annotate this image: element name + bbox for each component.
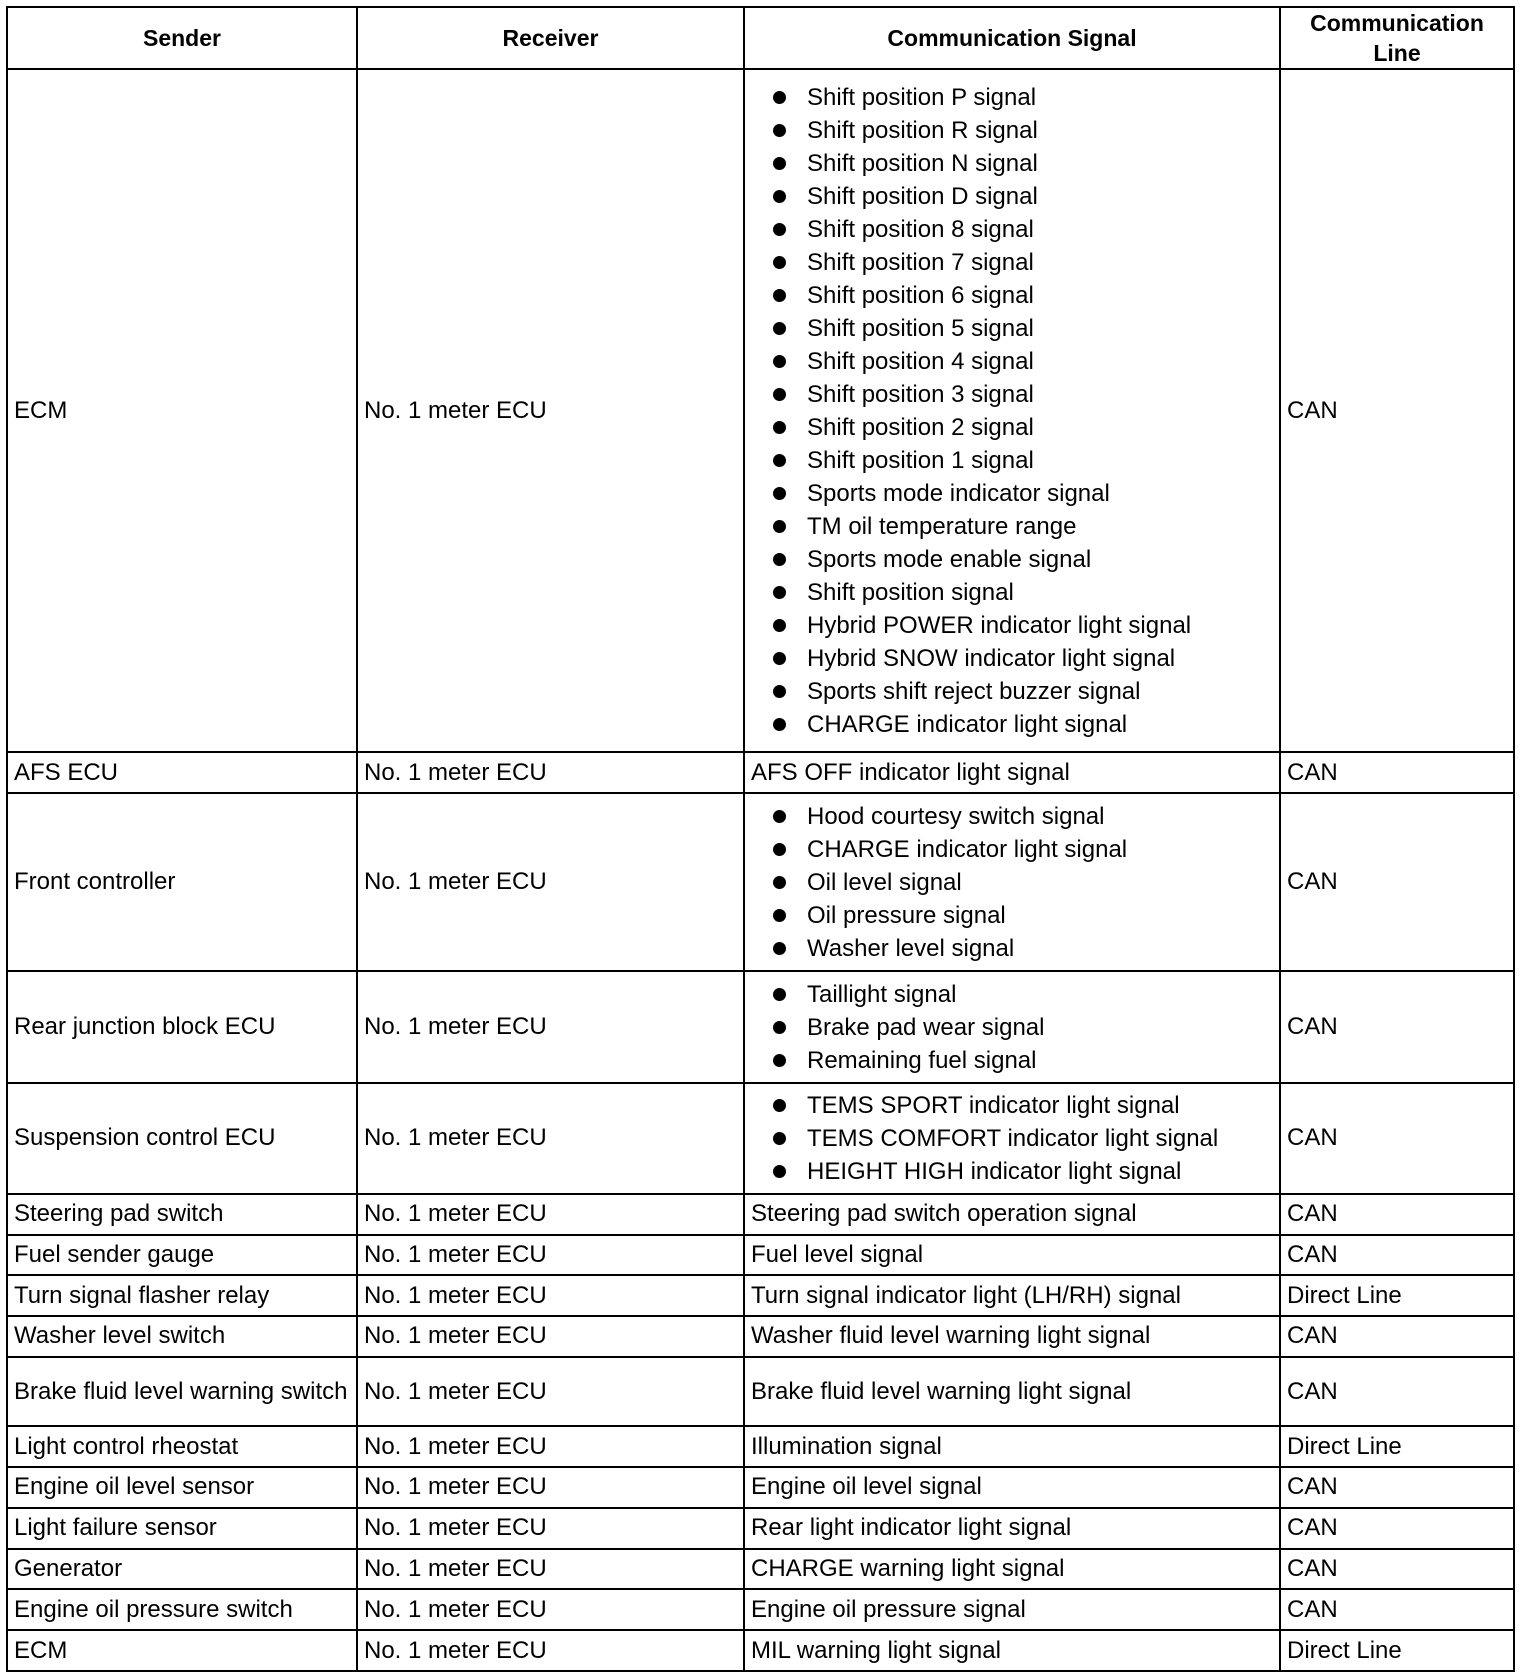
table-row <box>7 69 1514 752</box>
table-row <box>7 971 1514 1082</box>
communication-line-cell: CAN <box>1280 1467 1514 1508</box>
bullet-icon <box>773 388 786 401</box>
sender-cell: Engine oil level sensor <box>7 1467 357 1508</box>
sender-cell: Light failure sensor <box>7 1508 357 1549</box>
communication-line-cell: CAN <box>1280 1357 1514 1426</box>
table-header <box>7 7 1514 69</box>
receiver-cell: No. 1 meter ECU <box>357 1235 744 1276</box>
signal-text: HEIGHT HIGH indicator light signal <box>807 1157 1182 1185</box>
signal-list-item <box>773 312 1273 345</box>
receiver-cell: No. 1 meter ECU <box>357 1467 744 1508</box>
signal-list <box>751 796 1273 969</box>
signal-list <box>751 974 1273 1081</box>
table-row <box>7 1275 1514 1316</box>
bullet-icon <box>773 454 786 467</box>
signal-text: Washer level signal <box>807 934 1015 962</box>
communication-line-cell: CAN <box>1280 793 1514 971</box>
table-row <box>7 1630 1514 1671</box>
bullet-icon <box>773 1132 786 1145</box>
bullet-icon <box>773 1165 786 1178</box>
bullet-icon <box>773 909 786 922</box>
signal-list-item <box>773 1089 1273 1122</box>
bullet-icon <box>773 876 786 889</box>
receiver-cell: No. 1 meter ECU <box>357 1549 744 1590</box>
table-row <box>7 1508 1514 1549</box>
receiver-cell: No. 1 meter ECU <box>357 1630 744 1671</box>
sender-cell: Suspension control ECU <box>7 1083 357 1194</box>
signal-list-item <box>773 833 1273 866</box>
signal-list-item <box>773 642 1273 675</box>
header-row <box>7 7 1514 69</box>
signal-cell: Engine oil pressure signal <box>744 1589 1280 1630</box>
signal-text: Taillight signal <box>807 980 957 1008</box>
header-communication-line: Communication Line <box>1280 7 1514 69</box>
bullet-icon <box>773 487 786 500</box>
signal-text: Shift position 3 signal <box>807 380 1034 408</box>
signal-text: Brake pad wear signal <box>807 1013 1045 1041</box>
signal-cell <box>744 793 1280 971</box>
communication-line-cell: Direct Line <box>1280 1630 1514 1671</box>
signal-text: CHARGE indicator light signal <box>807 835 1128 863</box>
signal-list-item <box>773 411 1273 444</box>
signal-text: Shift position P signal <box>807 83 1037 111</box>
signal-list <box>751 1085 1273 1192</box>
signal-list-item <box>773 609 1273 642</box>
header-communication-signal: Communication Signal <box>744 7 1280 69</box>
receiver-cell: No. 1 meter ECU <box>357 1589 744 1630</box>
signal-text: Shift position D signal <box>807 182 1038 210</box>
signal-list-item <box>773 180 1273 213</box>
bullet-icon <box>773 942 786 955</box>
bullet-icon <box>773 553 786 566</box>
sender-cell: Engine oil pressure switch <box>7 1589 357 1630</box>
signal-cell: Engine oil level signal <box>744 1467 1280 1508</box>
bullet-icon <box>773 157 786 170</box>
bullet-icon <box>773 520 786 533</box>
header-receiver: Receiver <box>357 7 744 69</box>
receiver-cell: No. 1 meter ECU <box>357 971 744 1082</box>
signal-list-item <box>773 708 1273 741</box>
signal-text: TEMS SPORT indicator light signal <box>807 1091 1180 1119</box>
table-row <box>7 1589 1514 1630</box>
bullet-icon <box>773 289 786 302</box>
table-row <box>7 1549 1514 1590</box>
communication-line-cell: CAN <box>1280 1083 1514 1194</box>
bullet-icon <box>773 124 786 137</box>
table-row <box>7 1316 1514 1357</box>
signal-text: Sports shift reject buzzer signal <box>807 677 1141 705</box>
signal-text: Shift position N signal <box>807 149 1038 177</box>
signal-list-item <box>773 800 1273 833</box>
communication-line-cell: CAN <box>1280 1589 1514 1630</box>
communication-line-cell: CAN <box>1280 971 1514 1082</box>
signal-list-item <box>773 477 1273 510</box>
sender-cell: Turn signal flasher relay <box>7 1275 357 1316</box>
receiver-cell: No. 1 meter ECU <box>357 1275 744 1316</box>
table-row <box>7 1083 1514 1194</box>
receiver-cell: No. 1 meter ECU <box>357 1194 744 1235</box>
signal-list-item <box>773 543 1273 576</box>
header-sender: Sender <box>7 7 357 69</box>
signal-list <box>751 77 1273 745</box>
signal-list-item <box>773 147 1273 180</box>
signal-cell: Fuel level signal <box>744 1235 1280 1276</box>
signal-text: Shift position 2 signal <box>807 413 1034 441</box>
signal-list-item <box>773 345 1273 378</box>
table-row <box>7 752 1514 793</box>
signal-list-item <box>773 866 1273 899</box>
receiver-cell: No. 1 meter ECU <box>357 1426 744 1467</box>
bullet-icon <box>773 1021 786 1034</box>
bullet-icon <box>773 810 786 823</box>
signal-list-item <box>773 81 1273 114</box>
table-row <box>7 1357 1514 1426</box>
receiver-cell: No. 1 meter ECU <box>357 69 744 752</box>
signal-cell <box>744 69 1280 752</box>
bullet-icon <box>773 1054 786 1067</box>
table-row <box>7 1194 1514 1235</box>
signal-text: Shift position 4 signal <box>807 347 1034 375</box>
signal-text: Shift position signal <box>807 578 1014 606</box>
bullet-icon <box>773 1099 786 1112</box>
communication-line-cell: CAN <box>1280 69 1514 752</box>
receiver-cell: No. 1 meter ECU <box>357 1357 744 1426</box>
signal-cell: Washer fluid level warning light signal <box>744 1316 1280 1357</box>
communication-line-cell: Direct Line <box>1280 1426 1514 1467</box>
sender-cell: Light control rheostat <box>7 1426 357 1467</box>
signal-text: TM oil temperature range <box>807 512 1077 540</box>
bullet-icon <box>773 718 786 731</box>
bullet-icon <box>773 355 786 368</box>
signal-cell: Brake fluid level warning light signal <box>744 1357 1280 1426</box>
signal-cell: Illumination signal <box>744 1426 1280 1467</box>
receiver-cell: No. 1 meter ECU <box>357 1083 744 1194</box>
bullet-icon <box>773 190 786 203</box>
communication-line-cell: Direct Line <box>1280 1275 1514 1316</box>
signal-text: Hybrid SNOW indicator light signal <box>807 644 1176 672</box>
communication-table <box>6 6 1515 1672</box>
bullet-icon <box>773 91 786 104</box>
signal-list-item <box>773 932 1273 965</box>
bullet-icon <box>773 421 786 434</box>
signal-text: Shift position 5 signal <box>807 314 1034 342</box>
signal-list-item <box>773 213 1273 246</box>
signal-text: Hood courtesy switch signal <box>807 802 1105 830</box>
signal-list-item <box>773 1155 1273 1188</box>
signal-text: Shift position 6 signal <box>807 281 1034 309</box>
receiver-cell: No. 1 meter ECU <box>357 793 744 971</box>
bullet-icon <box>773 843 786 856</box>
signal-cell: MIL warning light signal <box>744 1630 1280 1671</box>
communication-line-cell: CAN <box>1280 1316 1514 1357</box>
signal-list-item <box>773 444 1273 477</box>
communication-line-cell: CAN <box>1280 1235 1514 1276</box>
signal-list-item <box>773 378 1273 411</box>
signal-list-item <box>773 978 1273 1011</box>
sender-cell: Fuel sender gauge <box>7 1235 357 1276</box>
signal-cell: AFS OFF indicator light signal <box>744 752 1280 793</box>
communication-line-cell: CAN <box>1280 752 1514 793</box>
sender-cell: Rear junction block ECU <box>7 971 357 1082</box>
bullet-icon <box>773 322 786 335</box>
sender-cell: Brake fluid level warning switch <box>7 1357 357 1426</box>
sender-cell: ECM <box>7 1630 357 1671</box>
bullet-icon <box>773 256 786 269</box>
signal-text: Sports mode indicator signal <box>807 479 1110 507</box>
signal-text: Remaining fuel signal <box>807 1046 1037 1074</box>
signal-list-item <box>773 576 1273 609</box>
receiver-cell: No. 1 meter ECU <box>357 752 744 793</box>
sender-cell: Generator <box>7 1549 357 1590</box>
sender-cell: Washer level switch <box>7 1316 357 1357</box>
signal-text: Shift position 1 signal <box>807 446 1034 474</box>
signal-cell <box>744 971 1280 1082</box>
communication-line-cell: CAN <box>1280 1194 1514 1235</box>
sender-cell: AFS ECU <box>7 752 357 793</box>
receiver-cell: No. 1 meter ECU <box>357 1508 744 1549</box>
sender-cell: ECM <box>7 69 357 752</box>
signal-list-item <box>773 675 1273 708</box>
signal-cell: Rear light indicator light signal <box>744 1508 1280 1549</box>
signal-text: CHARGE indicator light signal <box>807 710 1128 738</box>
signal-cell: Turn signal indicator light (LH/RH) signal <box>744 1275 1280 1316</box>
signal-list-item <box>773 1011 1273 1044</box>
signal-text: Shift position R signal <box>807 116 1038 144</box>
signal-cell <box>744 1083 1280 1194</box>
signal-list-item <box>773 246 1273 279</box>
bullet-icon <box>773 685 786 698</box>
bullet-icon <box>773 223 786 236</box>
signal-text: Sports mode enable signal <box>807 545 1092 573</box>
communication-line-cell: CAN <box>1280 1508 1514 1549</box>
signal-text: TEMS COMFORT indicator light signal <box>807 1124 1219 1152</box>
sender-cell: Steering pad switch <box>7 1194 357 1235</box>
signal-text: Oil pressure signal <box>807 901 1006 929</box>
signal-list-item <box>773 279 1273 312</box>
signal-list-item <box>773 1044 1273 1077</box>
signal-list-item <box>773 1122 1273 1155</box>
bullet-icon <box>773 652 786 665</box>
signal-text: Shift position 7 signal <box>807 248 1034 276</box>
bullet-icon <box>773 586 786 599</box>
signal-text: Oil level signal <box>807 868 962 896</box>
sender-cell: Front controller <box>7 793 357 971</box>
signal-list-item <box>773 510 1273 543</box>
table-row <box>7 1467 1514 1508</box>
table-row <box>7 1235 1514 1276</box>
signal-text: Hybrid POWER indicator light signal <box>807 611 1192 639</box>
signal-list-item <box>773 899 1273 932</box>
signal-text: Shift position 8 signal <box>807 215 1034 243</box>
signal-cell: Steering pad switch operation signal <box>744 1194 1280 1235</box>
signal-cell: CHARGE warning light signal <box>744 1549 1280 1590</box>
table-body <box>7 69 1514 1671</box>
table-row <box>7 1426 1514 1467</box>
communication-line-cell: CAN <box>1280 1549 1514 1590</box>
receiver-cell: No. 1 meter ECU <box>357 1316 744 1357</box>
table-row <box>7 793 1514 971</box>
bullet-icon <box>773 988 786 1001</box>
bullet-icon <box>773 619 786 632</box>
signal-list-item <box>773 114 1273 147</box>
